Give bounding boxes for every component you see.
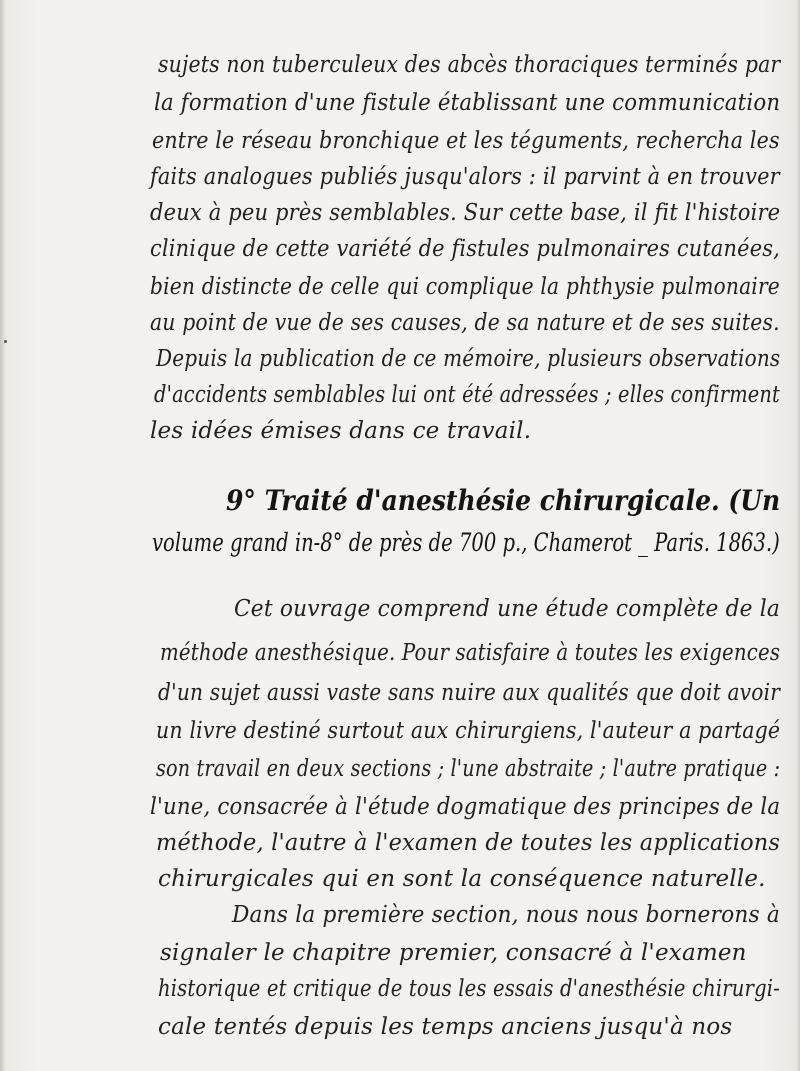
page-right-edge: [796, 0, 800, 1071]
text-line: la formation d'une fistule établissant une communication: [154, 90, 781, 116]
text-line: d'un sujet aussi vaste sans nuire aux qualités que doit avoir: [158, 680, 781, 706]
section-subheading: volume grand in-8° de près de 700 p., Chamerot _ Paris. 1863.): [152, 528, 780, 557]
text-line: entre le réseau bronchique et les téguments, rechercha les: [152, 128, 780, 154]
text-line: au point de vue de ses causes, de sa nature et de ses suites.: [150, 310, 780, 336]
text-line: méthode anesthésique. Pour satisfaire à toutes les exigences: [160, 640, 781, 666]
text-line: sujets non tuberculeux des abcès thoraciques terminés par: [158, 52, 781, 78]
text-line: Depuis la publication de ce mémoire, plusieurs observations: [156, 346, 781, 372]
margin-dot: [4, 340, 7, 343]
text-line: signaler le chapitre premier, consacré à l'examen: [160, 940, 747, 966]
text-line: les idées émises dans ce travail.: [150, 418, 532, 444]
text-line: deux à peu près semblables. Sur cette base, il fit l'histoire: [150, 200, 781, 226]
text-line: bien distincte de celle qui complique la phthysie pulmonaire: [150, 274, 780, 300]
text-line: Dans la première section, nous nous bornerons à: [232, 902, 780, 928]
text-line: son travail en deux sections ; l'une abstraite ; l'autre pratique :: [156, 756, 781, 782]
text-line: d'accidents semblables lui ont été adressées ; elles confirment: [154, 382, 781, 408]
page-left-edge: [0, 0, 6, 1071]
text-line: l'une, consacrée à l'étude dogmatique des principes de la: [150, 794, 781, 820]
text-line: clinique de cette variété de fistules pulmonaires cutanées,: [150, 236, 780, 262]
text-line: un livre destiné surtout aux chirurgiens, l'auteur a partagé: [156, 718, 781, 744]
text-line: chirurgicales qui en sont la conséquence naturelle.: [158, 866, 766, 892]
text-line: méthode, l'autre à l'examen de toutes les applications: [156, 830, 781, 856]
text-line: historique et critique de tous les essais d'anesthésie chirurgi-: [158, 976, 780, 1002]
section-heading: 9° Traité d'anesthésie chirurgicale. (Un: [226, 484, 781, 517]
text-line: Cet ouvrage comprend une étude complète de la: [234, 596, 781, 622]
text-line: cale tentés depuis les temps anciens jusqu'à nos: [158, 1014, 733, 1040]
text-line: faits analogues publiés jusqu'alors : il parvint à en trouver: [150, 164, 780, 190]
